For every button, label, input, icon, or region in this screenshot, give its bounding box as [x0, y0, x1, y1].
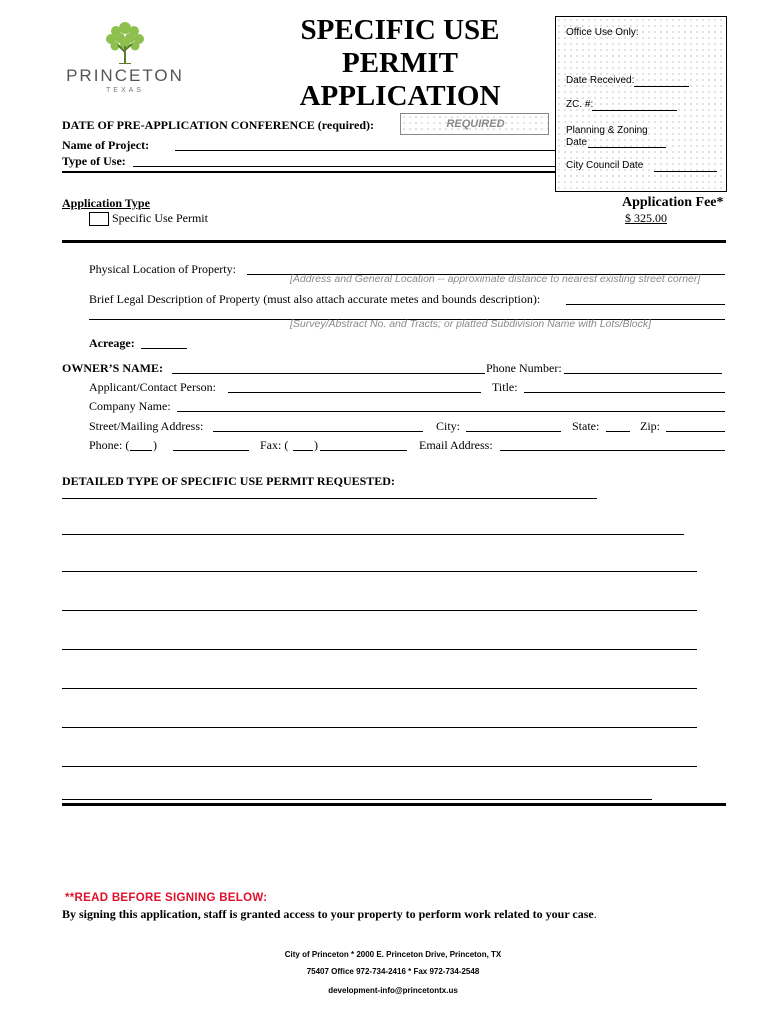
notice-heading: **READ BEFORE SIGNING BELOW: [65, 892, 268, 904]
acreage-label: Acreage: [89, 336, 135, 350]
pz-date-field[interactable] [588, 135, 666, 148]
detail-line-7[interactable] [62, 727, 697, 728]
section-divider-2 [62, 803, 726, 806]
title-line-2: PERMIT [342, 47, 458, 79]
zip-field[interactable] [666, 419, 725, 432]
office-use-heading: Office Use Only: [566, 27, 639, 38]
preapp-date-input[interactable] [400, 113, 549, 135]
fax-label: Fax: ( [260, 438, 289, 452]
street-address-label: Street/Mailing Address: [89, 419, 204, 433]
type-of-use-field[interactable] [133, 154, 555, 167]
princeton-logo [50, 18, 200, 100]
brand-sub: TEXAS [106, 87, 144, 94]
detail-line-8[interactable] [62, 766, 697, 767]
detail-line-1[interactable] [62, 498, 597, 499]
detail-heading: DETAILED TYPE OF SPECIFIC USE PERMIT REQUESTED: [62, 474, 395, 488]
type-of-use-label: Type of Use: [62, 154, 126, 168]
phone-area-code-field[interactable] [130, 438, 152, 451]
email-field[interactable] [500, 438, 725, 451]
location-hint: [Address and General Location -- approximate distance to nearest existing street corner] [290, 273, 701, 285]
owner-name-label: OWNER’S NAME: [62, 361, 163, 375]
notice-text [62, 907, 597, 922]
detail-line-9[interactable] [62, 799, 652, 800]
pz-label-line-2: Date [566, 137, 588, 148]
acreage-field[interactable] [141, 336, 187, 349]
council-date-field[interactable] [654, 159, 717, 172]
footer-phone: 75407 Office 972-734-2416 * Fax 972-734-2548 [306, 967, 480, 976]
project-name-field[interactable] [175, 138, 555, 151]
brand-name: PRINCETON [66, 66, 184, 85]
notice-period: . [593, 907, 597, 921]
application-type-label: Application Type [62, 196, 150, 210]
title-field[interactable] [524, 380, 725, 393]
footer-email[interactable]: development-info@princetontx.us [328, 986, 458, 995]
detail-line-2[interactable] [62, 534, 684, 535]
tree-icon [102, 18, 148, 64]
title-label: Title: [492, 380, 518, 394]
zip-label: Zip: [640, 419, 660, 433]
contact-person-field[interactable] [228, 380, 481, 393]
phone-paren-close: ) [153, 438, 157, 452]
email-label: Email Address: [419, 438, 493, 452]
city-field[interactable] [466, 419, 561, 432]
zc-label: ZC. #: [566, 99, 594, 110]
specific-use-permit-label: Specific Use Permit [112, 211, 208, 225]
street-address-field[interactable] [213, 419, 423, 432]
detail-line-6[interactable] [62, 688, 697, 689]
detail-line-4[interactable] [62, 610, 697, 611]
project-name-label: Name of Project: [62, 138, 150, 152]
detail-line-5[interactable] [62, 649, 697, 650]
fax-area-code-field[interactable] [293, 438, 313, 451]
section-divider-1 [62, 240, 726, 243]
notice-text-bold: By signing this application, staff is granted access to your property to perform work related to your case [62, 907, 594, 921]
fax-paren-close: ) [314, 438, 318, 452]
company-name-label: Company Name: [89, 399, 171, 413]
fax-field[interactable] [320, 438, 407, 451]
date-received-label: Date Received: [566, 75, 635, 86]
state-field[interactable] [606, 419, 630, 432]
phone-number-label: Phone Number: [486, 361, 562, 375]
owner-name-field[interactable] [172, 361, 485, 374]
title-line-3: APPLICATION [299, 80, 501, 112]
date-received-field[interactable] [634, 74, 689, 87]
contact-person-label: Applicant/Contact Person: [89, 380, 216, 394]
company-name-field[interactable] [177, 399, 725, 412]
specific-use-permit-checkbox[interactable] [89, 212, 109, 226]
location-label: Physical Location of Property: [89, 262, 236, 276]
city-label: City: [436, 419, 461, 433]
legal-description-label: Brief Legal Description of Property (must also attach accurate metes and bounds description): [89, 292, 541, 306]
preapp-required-text: REQUIRED [446, 118, 505, 130]
legal-description-field[interactable] [566, 292, 725, 305]
footer-address: City of Princeton * 2000 E. Princeton Drive, Princeton, TX [284, 950, 502, 959]
office-use-box [555, 16, 727, 192]
page-title [290, 14, 510, 113]
phone-number-field[interactable] [564, 361, 722, 374]
legal-description-hint: [Survey/Abstract No. and Tracts; or platted Subdivision Name with Lots/Block] [290, 318, 652, 330]
header-divider [62, 171, 555, 173]
phone-label: Phone: ( [89, 438, 130, 452]
title-line-1: SPECIFIC USE [300, 14, 500, 46]
detail-line-3[interactable] [62, 571, 697, 572]
preapp-label: DATE OF PRE-APPLICATION CONFERENCE (required): [62, 118, 374, 132]
zc-field[interactable] [592, 98, 677, 111]
phone-field[interactable] [173, 438, 249, 451]
pz-label-line-1: Planning & Zoning [566, 125, 648, 136]
application-fee-value: $ 325.00 [625, 211, 667, 225]
council-date-label: City Council Date [566, 160, 644, 171]
state-label: State: [572, 419, 600, 433]
application-fee-label: Application Fee* [622, 195, 724, 210]
